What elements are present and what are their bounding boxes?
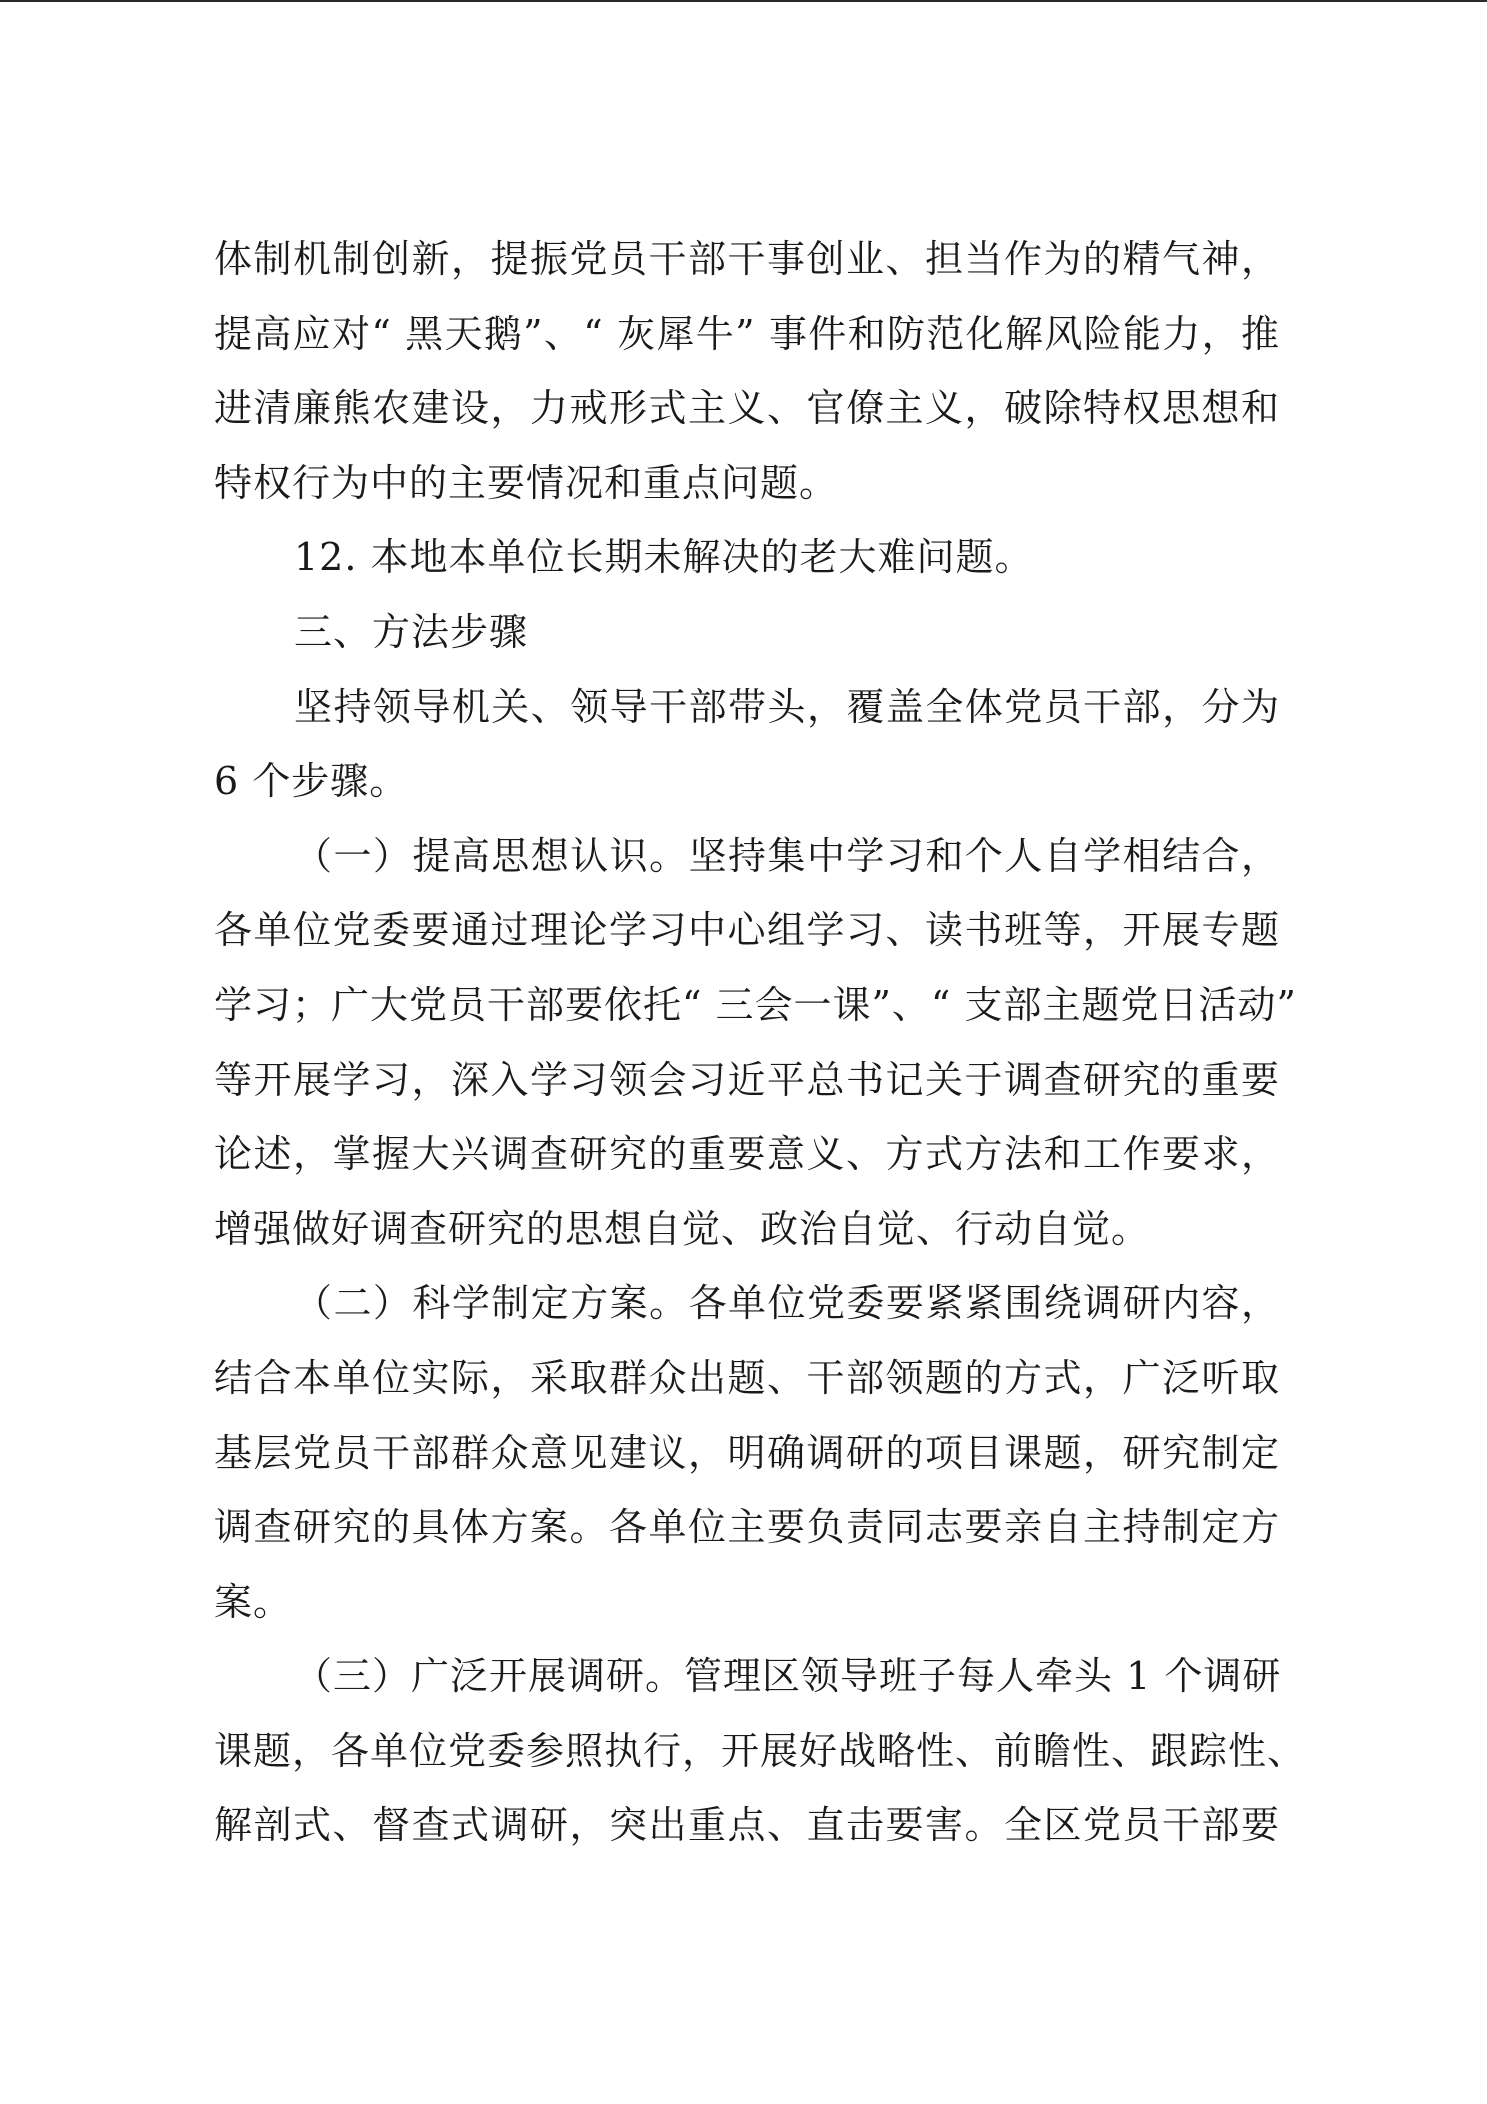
list-item-12: 12. 本地本单位长期未解决的老大难问题。	[294, 535, 1034, 580]
page-top-border	[0, 0, 1488, 2]
paragraph-line: 各单位党委要通过理论学习中心组学习、读书班等，开展专题	[214, 908, 1280, 953]
subsection-1-line: （一）提高思想认识。坚持集中学习和个人自学相结合，	[294, 833, 1280, 878]
paragraph-line: 论述，掌握大兴调查研究的重要意义、方式方法和工作要求，	[214, 1132, 1280, 1177]
paragraph-line: 提高应对“ 黑天鹅”、“ 灰犀牛” 事件和防范化解风险能力，推	[214, 311, 1280, 356]
document-body	[214, 222, 1307, 1863]
paragraph-line: 进清廉熊农建设，力戒形式主义、官僚主义，破除特权思想和	[214, 386, 1280, 431]
paragraph-line: 6 个步骤。	[214, 759, 409, 804]
section-heading: 三、方法步骤	[294, 609, 529, 654]
paragraph-line: 体制机制创新，提振党员干部干事创业、担当作为的精气神，	[214, 237, 1280, 281]
paragraph-line: 基层党员干部群众意见建议，明确调研的项目课题，研究制定	[214, 1430, 1280, 1475]
paragraph-line: 案。	[214, 1579, 293, 1624]
subsection-2-line: （二）科学制定方案。各单位党委要紧紧围绕调研内容，	[294, 1281, 1280, 1326]
paragraph-line: 课题，各单位党委参照执行，开展好战略性、前瞻性、跟踪性、	[214, 1728, 1307, 1773]
paragraph-line: 解剖式、督查式调研，突出重点、直击要害。全区党员干部要	[214, 1803, 1280, 1848]
paragraph-line: 学习；广大党员干部要依托“ 三会一课”、“ 支部主题党日活动”	[214, 982, 1297, 1027]
subsection-3-line: （三）广泛开展调研。管理区领导班子每人牵头 1 个调研	[294, 1654, 1282, 1699]
paragraph-line: 特权行为中的主要情况和重点问题。	[214, 460, 839, 505]
paragraph-line: 等开展学习，深入学习领会习近平总书记关于调查研究的重要	[214, 1057, 1280, 1102]
paragraph-line: 调查研究的具体方案。各单位主要负责同志要亲自主持制定方	[214, 1505, 1280, 1550]
paragraph-line: 坚持领导机关、领导干部带头，覆盖全体党员干部，分为	[294, 684, 1280, 729]
paragraph-line: 结合本单位实际，采取群众出题、干部领题的方式，广泛听取	[214, 1355, 1280, 1400]
paragraph-line: 增强做好调查研究的思想自觉、政治自觉、行动自觉。	[214, 1206, 1151, 1251]
